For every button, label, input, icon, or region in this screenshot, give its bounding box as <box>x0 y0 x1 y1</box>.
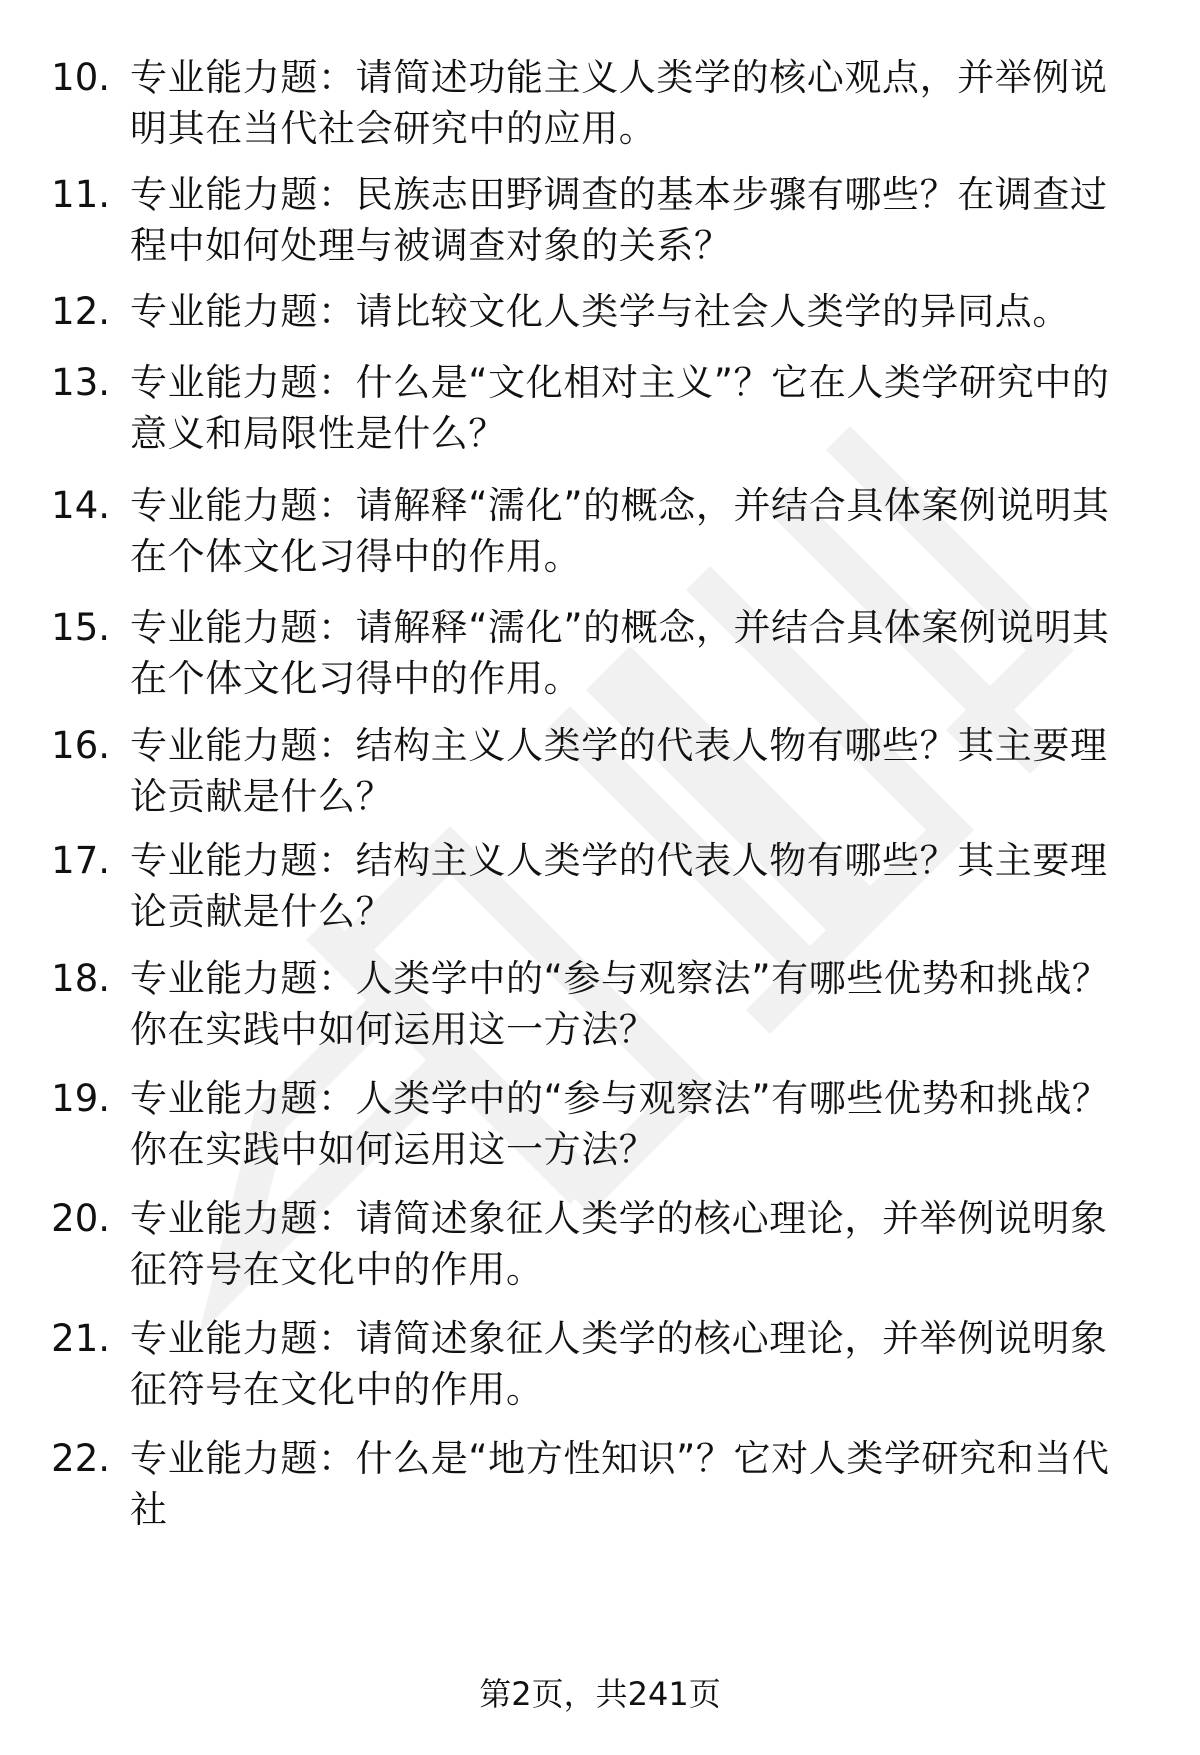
question-number: 20. <box>51 1197 110 1240</box>
question-number: 11. <box>51 173 110 216</box>
question-number: 16. <box>51 724 110 767</box>
question-text: 专业能力题：结构主义人类学的代表人物有哪些？其主要理论贡献是什么？ <box>130 839 1108 933</box>
question-text: 专业能力题：请解释“濡化”的概念，并结合具体案例说明其在个体文化习得中的作用。 <box>130 606 1110 700</box>
question-text: 专业能力题：人类学中的“参与观察法”有哪些优势和挑战？你在实践中如何运用这一方法？ <box>130 957 1110 1051</box>
question-text: 专业能力题：什么是“文化相对主义”？它在人类学研究中的意义和局限性是什么？ <box>130 361 1110 455</box>
question-text: 专业能力题：请简述象征人类学的核心理论，并举例说明象征符号在文化中的作用。 <box>130 1317 1108 1411</box>
question-number: 15. <box>51 606 110 649</box>
question-number: 13. <box>51 361 110 404</box>
question-text: 专业能力题：请解释“濡化”的概念，并结合具体案例说明其在个体文化习得中的作用。 <box>130 484 1110 578</box>
question-text: 专业能力题：结构主义人类学的代表人物有哪些？其主要理论贡献是什么？ <box>130 724 1108 818</box>
question-number: 18. <box>51 957 110 1000</box>
question-number: 21. <box>51 1317 110 1360</box>
question-text: 专业能力题：请比较文化人类学与社会人类学的异同点。 <box>130 290 1070 333</box>
question-text: 专业能力题：什么是“地方性知识”？它对人类学研究和当代社 <box>130 1437 1110 1531</box>
question-number: 19. <box>51 1077 110 1120</box>
page-indicator: 第2页，共241页 <box>479 1675 721 1713</box>
question-text: 专业能力题：请简述象征人类学的核心理论，并举例说明象征符号在文化中的作用。 <box>130 1197 1108 1291</box>
question-number: 14. <box>51 484 110 527</box>
question-number: 12. <box>51 290 110 333</box>
question-number: 17. <box>51 839 110 882</box>
question-text: 专业能力题：请简述功能主义人类学的核心观点，并举例说明其在当代社会研究中的应用。 <box>130 56 1108 150</box>
question-text: 专业能力题：民族志田野调查的基本步骤有哪些？在调查过程中如何处理与被调查对象的关系？ <box>130 173 1108 267</box>
question-number: 10. <box>51 56 110 99</box>
question-text: 专业能力题：人类学中的“参与观察法”有哪些优势和挑战？你在实践中如何运用这一方法？ <box>130 1077 1110 1171</box>
question-number: 22. <box>51 1437 110 1480</box>
